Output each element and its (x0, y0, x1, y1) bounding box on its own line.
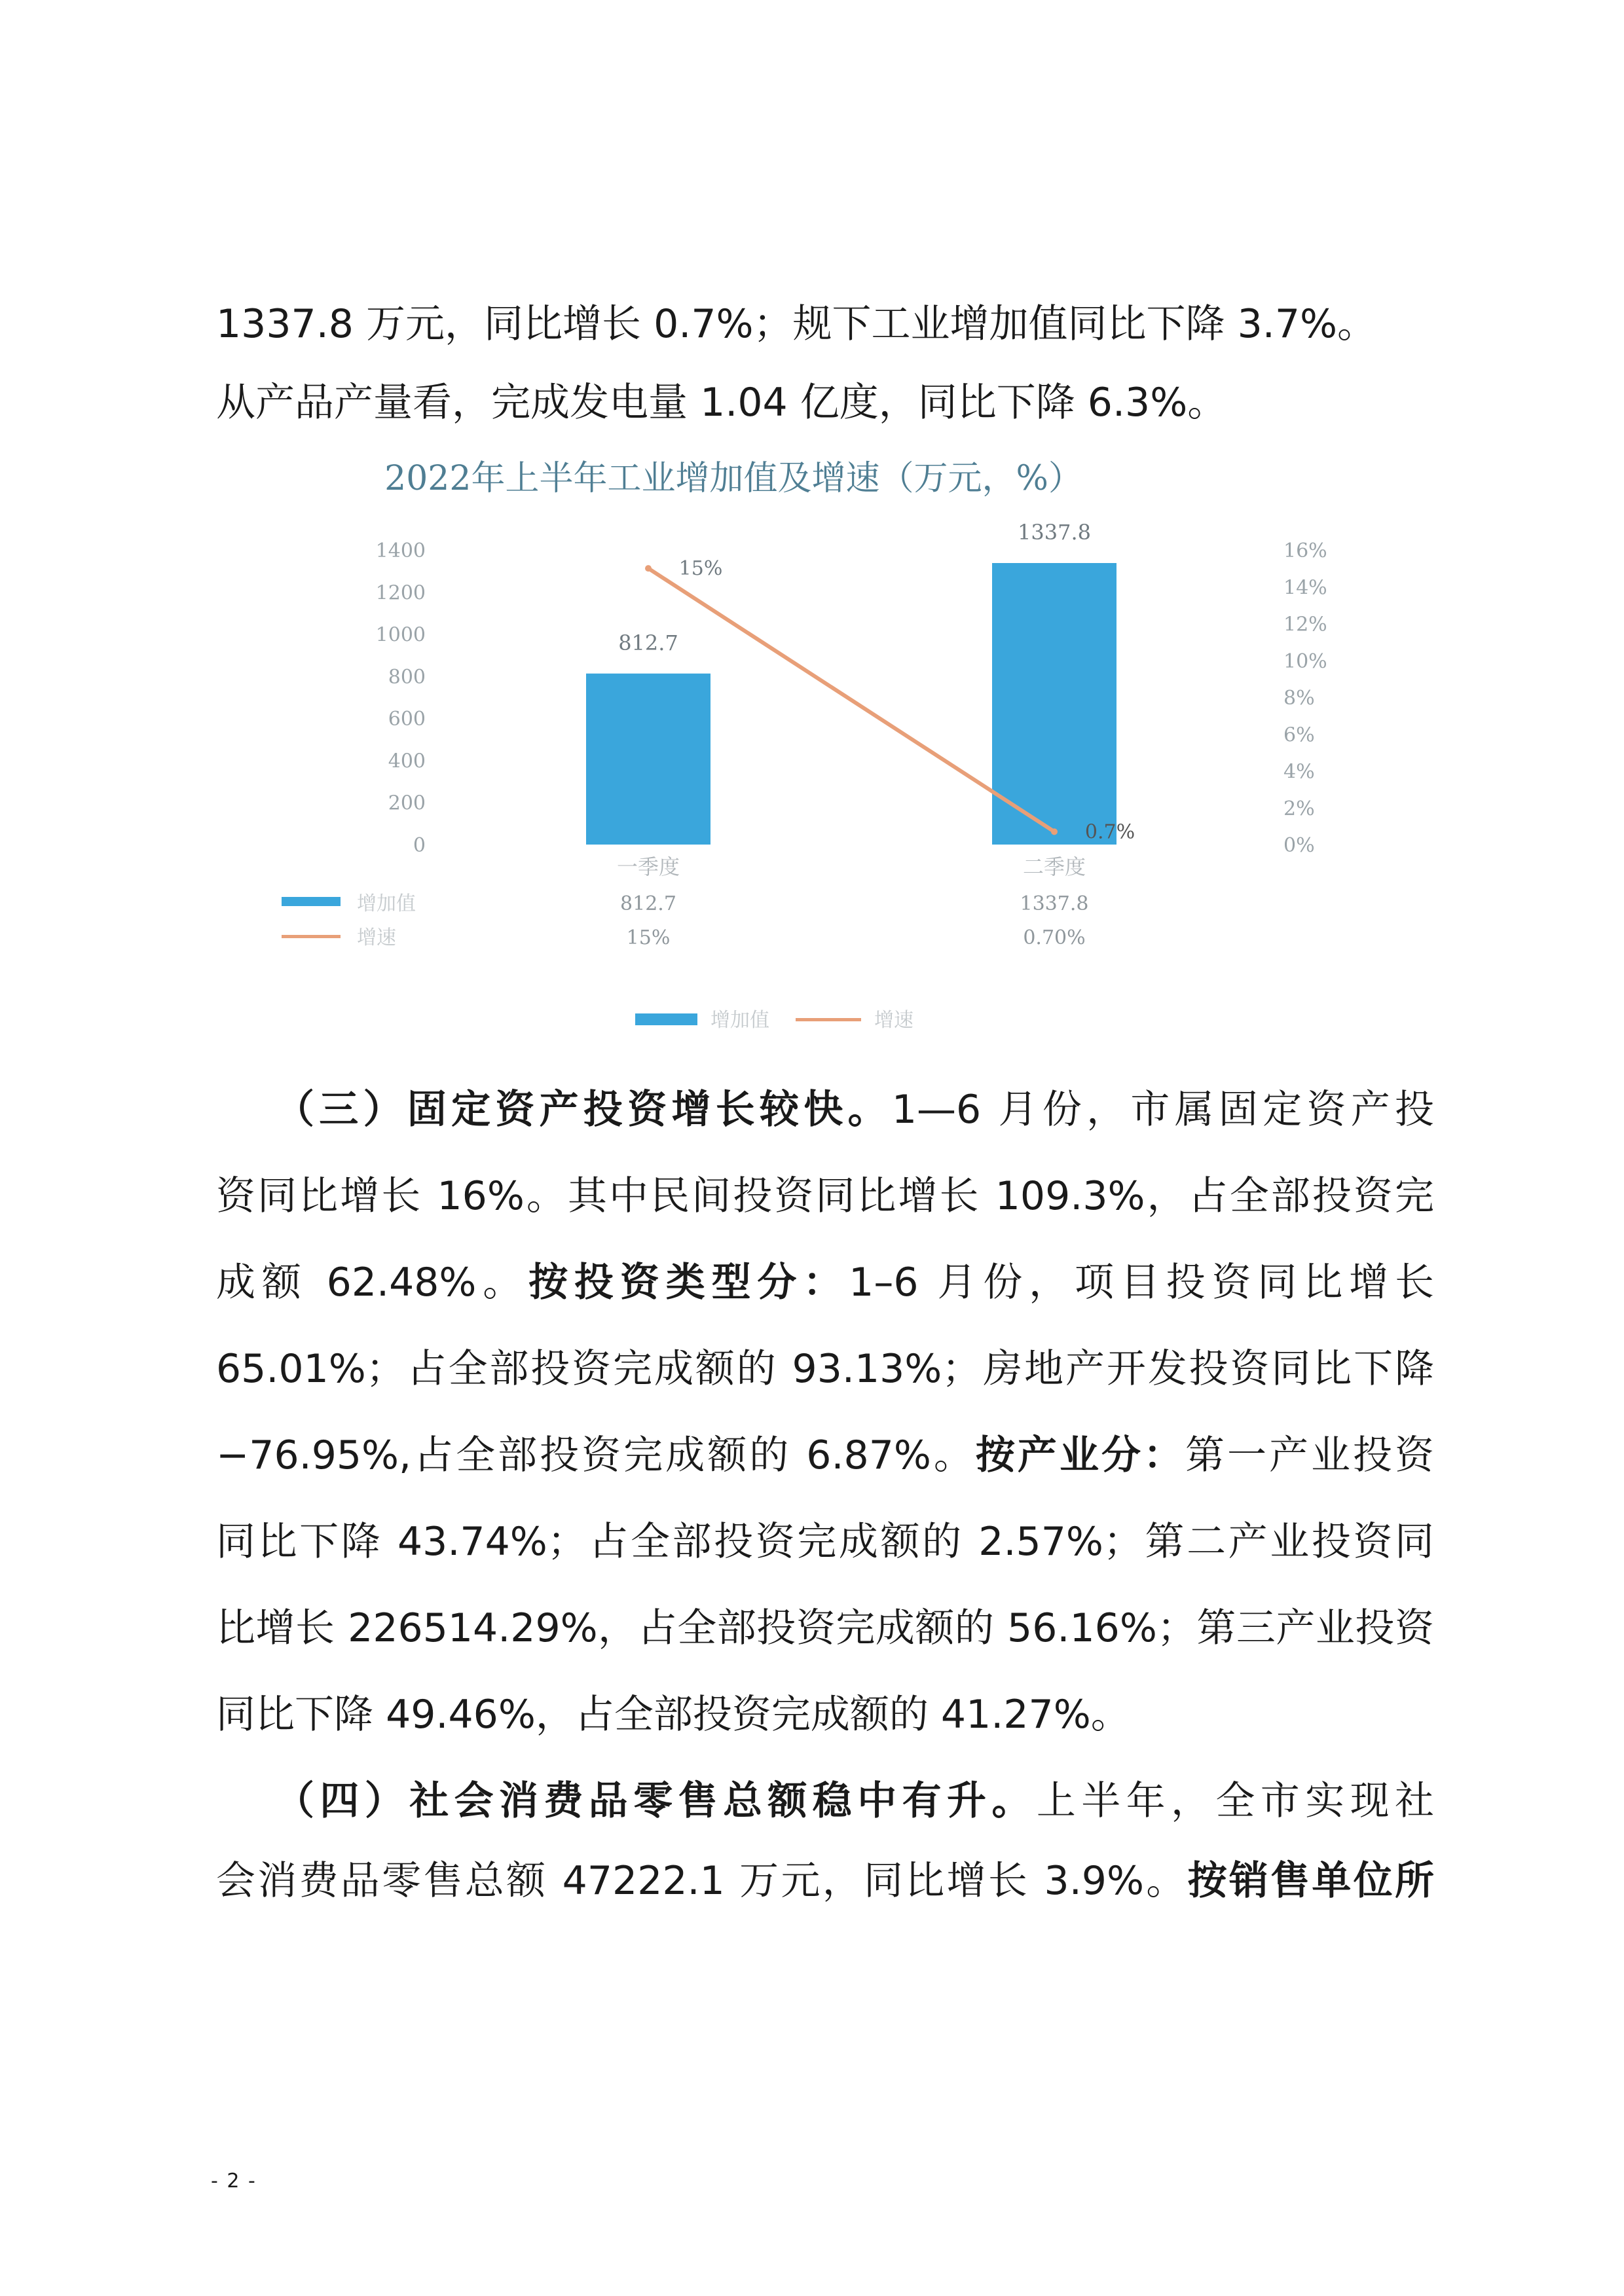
growth-point (1051, 828, 1058, 835)
legend-swatch (635, 1013, 697, 1025)
section3-line: 65.01%；占全部投资完成额的 93.13%；房地产开发投资同比下降 (216, 1346, 1434, 1392)
category-label: 二季度 (1022, 854, 1086, 879)
right-axis-tick: 4% (1283, 760, 1315, 784)
section3-line: 同比下降 43.74%；占全部投资完成额的 2.57%；第二产业投资同 (216, 1519, 1434, 1565)
bar-data-label: 812.7 (618, 630, 678, 655)
table-value: 0.70% (1023, 926, 1086, 949)
section4-line: 会消费品零售总额 47222.1 万元，同比增长 3.9%。按销售单位所 (216, 1858, 1435, 1904)
table-legend-label: 增加值 (357, 892, 416, 915)
left-axis-tick: 1000 (375, 623, 426, 647)
bar (586, 674, 710, 845)
bar-data-label: 1337.8 (1018, 519, 1091, 545)
table-legend-swatch (282, 935, 341, 938)
left-axis-tick: 0 (413, 834, 426, 857)
section3-line: −76.95%,占全部投资完成额的 6.87%。按产业分：第一产业投资 (216, 1432, 1435, 1478)
section3-line: （三）固定资产投资增长较快。1—6 月份，市属固定资产投 (275, 1087, 1435, 1133)
legend-swatch (796, 1018, 861, 1021)
paragraph-line: 从产品产量看，完成发电量 1.04 亿度，同比下降 6.3%。 (216, 380, 1227, 426)
right-axis-tick: 10% (1283, 649, 1327, 673)
legend-label: 增速 (874, 1009, 913, 1032)
category-label: 一季度 (616, 854, 680, 879)
section3-line: 同比下降 49.46%，占全部投资完成额的 41.27%。 (216, 1692, 1130, 1738)
right-axis-tick: 14% (1283, 576, 1327, 600)
section3-line: 资同比增长 16%。其中民间投资同比增长 109.3%，占全部投资完 (216, 1173, 1434, 1219)
table-legend-swatch (282, 897, 341, 906)
table-value: 812.7 (620, 892, 676, 915)
line-data-label: 15% (678, 557, 723, 581)
section3-heading: （三）固定资产投资增长较快。 (275, 1087, 892, 1133)
section3-line: 比增长 226514.29%，占全部投资完成额的 56.16%；第三产业投资 (216, 1605, 1434, 1651)
section4-heading: （四）社会消费品零售总额稳中有升。 (275, 1778, 1037, 1824)
right-axis-tick: 8% (1283, 687, 1315, 710)
section4-line: （四）社会消费品零售总额稳中有升。上半年，全市实现社 (275, 1778, 1435, 1824)
right-axis-tick: 0% (1283, 834, 1315, 857)
table-value: 15% (626, 926, 671, 949)
legend-label: 增加值 (710, 1009, 769, 1032)
page-number: - 2 - (211, 2170, 257, 2193)
left-axis-tick: 800 (388, 665, 426, 689)
left-axis-tick: 400 (388, 750, 426, 773)
section3-line: 成额 62.48%。按投资类型分：1–6 月份，项目投资同比增长 (216, 1260, 1435, 1305)
chart-title: 2022年上半年工业增加值及增速（万元，%） (384, 459, 1082, 498)
left-axis-tick: 600 (388, 708, 426, 731)
growth-point (645, 565, 652, 572)
table-value: 1337.8 (1020, 892, 1089, 915)
industrial-value-chart (210, 458, 1388, 1048)
line-data-label: 0.7% (1084, 820, 1135, 844)
right-axis-tick: 12% (1283, 613, 1327, 636)
paragraph-line: 1337.8 万元，同比增长 0.7%；规下工业增加值同比下降 3.7%。 (216, 301, 1377, 347)
right-axis-tick: 6% (1283, 723, 1315, 747)
right-axis-tick: 2% (1283, 797, 1315, 820)
left-axis-tick: 200 (388, 792, 426, 815)
table-legend-label: 增速 (357, 926, 396, 949)
right-axis-tick: 16% (1283, 539, 1327, 562)
left-axis-tick: 1400 (375, 539, 426, 562)
left-axis-tick: 1200 (375, 581, 426, 605)
